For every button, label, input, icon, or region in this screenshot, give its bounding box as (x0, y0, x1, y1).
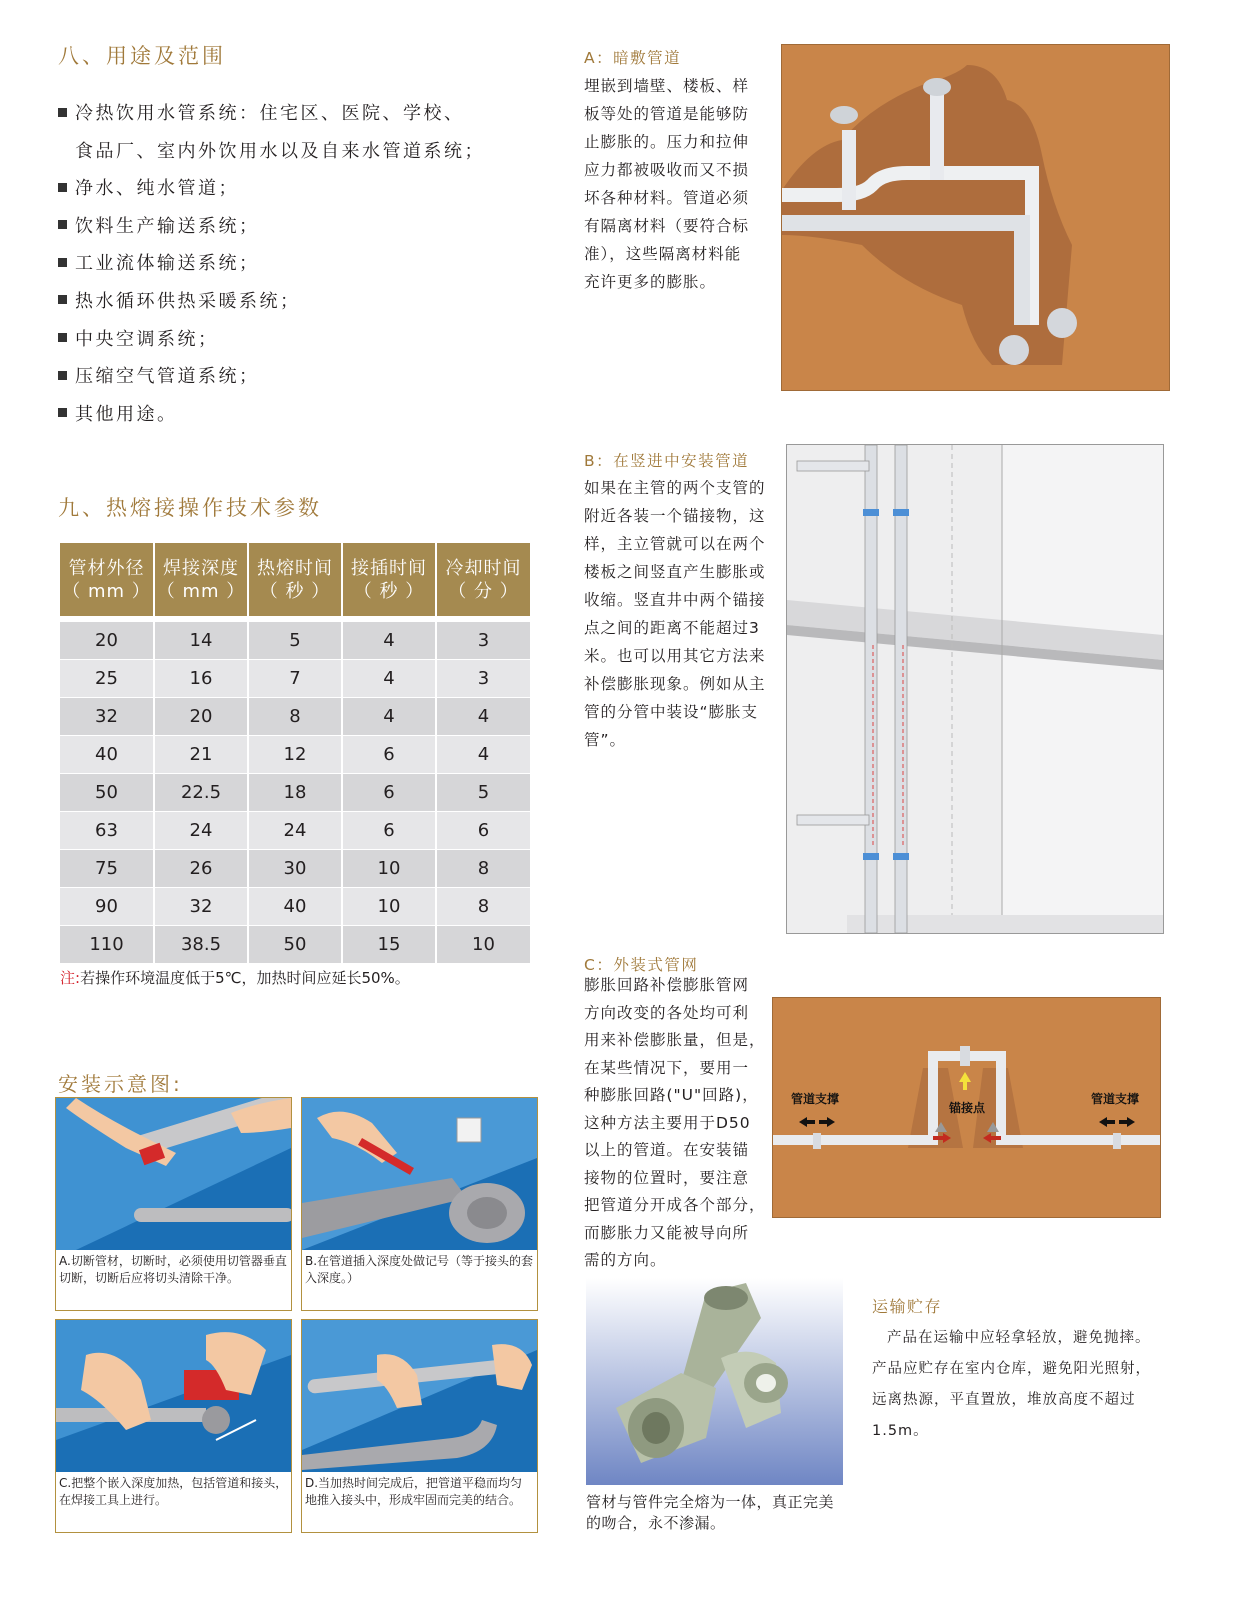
table-row: 40 21 12 6 4 (60, 736, 530, 774)
install-step-b-panel (301, 1097, 538, 1311)
col-header-insert-time: 接插时间 （ 秒 ） (342, 543, 436, 616)
concealed-pipe-illustration (782, 45, 1169, 390)
square-bullet-icon (58, 258, 67, 267)
storage-description: 产品在运输中应轻拿轻放，避免抛摔。 产品应贮存在室内仓库，避免阳光照射， 远离热源，平直置放，堆放高度不超过 1.5m。 (872, 1330, 1151, 1439)
pipe-support-label-right: 管道支撑 (1091, 1092, 1140, 1106)
usage-item: 压缩空气管道系统； (58, 358, 578, 396)
col-header-diameter: 管材外径 （ mm ） (60, 543, 154, 616)
table-row: 50 22.5 18 6 5 (60, 774, 530, 812)
table-row: 75 26 30 10 8 (60, 850, 530, 888)
install-step-a-panel (55, 1097, 292, 1311)
step-c-caption: C.把整个嵌入深度加热，包括管道和接头，在焊接工具上进行。 (59, 1476, 288, 1507)
step-d-caption: D.当加热时间完成后，把管道平稳而均匀地推入接头中，形成牢固而完美的结合。 (305, 1476, 523, 1507)
params-table (60, 543, 530, 964)
section-a-title: A：暗敷管道 (584, 49, 682, 67)
usage-section-title: 八、用途及范围 (58, 44, 226, 68)
storage-title: 运输贮存 (872, 1297, 943, 1316)
marking-pipe-illustration (302, 1098, 537, 1250)
product-caption: 管材与管件完全熔为一体，真正完美 的吻合，永不渗漏。 (586, 1493, 835, 1532)
square-bullet-icon (58, 220, 67, 229)
step-b-caption: B.在管道插入深度处做记号（等于接头的套入深度。） (305, 1254, 534, 1285)
square-bullet-icon (58, 295, 67, 304)
usage-item: 热水循环供热采暖系统； (58, 283, 578, 321)
anchor-point-label: 锚接点 (949, 1101, 986, 1115)
table-note: 注:若操作环境温度低于5℃，加热时间应延长50%。 (60, 969, 410, 987)
joining-pipe-illustration (302, 1320, 537, 1472)
vertical-shaft-illustration (787, 445, 1163, 933)
pipe-support-label-left: 管道支撑 (791, 1092, 840, 1106)
table-row: 63 24 24 6 6 (60, 812, 530, 850)
usage-list (58, 95, 578, 433)
section-c-title: C：外装式管网 (584, 956, 699, 974)
cutting-pipe-illustration (56, 1098, 291, 1250)
section-c-description: 膨胀回路补偿膨胀管网 方向改变的各处均可利 用来补偿膨胀量，但是， 在某些情况下，要用一 种膨胀回路("U"回路)， 这种方法主要用于D50 以上的管道。在安装锚 接物的位置时，要注意 把管道分开成各个部分， 而膨胀力又能被导向所 需的方向。 (584, 976, 766, 1269)
step-a-caption: A.切断管材，切断时，必须使用切管器垂直切断，切断后应将切头清除干净。 (59, 1254, 287, 1285)
usage-item: 中央空调系统； (58, 321, 578, 359)
install-step-d-panel (301, 1319, 538, 1533)
table-row: 32 20 8 4 4 (60, 698, 530, 736)
section-b-title: B：在竖进中安装管道 (584, 452, 750, 470)
usage-item: 饮料生产输送系统； (58, 208, 578, 246)
expansion-loop-figure (772, 997, 1161, 1218)
concealed-pipe-figure (781, 44, 1170, 391)
usage-item: 冷热饮用水管系统：住宅区、医院、学校、 (58, 95, 578, 133)
table-row: 25 16 7 4 3 (60, 660, 530, 698)
section-a-description: 埋嵌到墙壁、楼板、样 板等处的管道是能够防 止膨胀的。压力和拉伸 应力都被吸收而又不损 坏各种材料。管道必须 有隔离材料（要符合标 准），这些隔离材料能 充许更多的膨胀。 (584, 77, 750, 291)
params-section-title: 九、热熔接操作技术参数 (58, 496, 322, 520)
table-row: 20 14 5 4 3 (60, 622, 530, 660)
usage-item: 净水、纯水管道； (58, 170, 578, 208)
section-b-description: 如果在主管的两个支管的 附近各装一个锚接物，这 样，主立管就可以在两个 楼板之间竖直产生膨胀或 收缩。竖直井中两个锚接 点之间的距离不能超过3 米。也可以用其它方法来 补偿膨胀现象。例如从主 管的分管中装设“膨胀支 管”。 (584, 479, 766, 749)
heating-pipe-illustration (56, 1320, 291, 1472)
usage-item: 工业流体输送系统； (58, 245, 578, 283)
col-header-cool-time: 冷却时间 （ 分 ） (436, 543, 530, 616)
square-bullet-icon (58, 183, 67, 192)
table-row: 110 38.5 50 15 10 (60, 926, 530, 964)
install-step-c-panel (55, 1319, 292, 1533)
pipe-fitting-photo (586, 1278, 843, 1485)
square-bullet-icon (58, 108, 67, 117)
table-header-row (60, 543, 530, 616)
square-bullet-icon (58, 371, 67, 380)
square-bullet-icon (58, 408, 67, 417)
col-header-depth: 焊接深度 （ mm ） (154, 543, 248, 616)
product-photo-figure (586, 1278, 843, 1485)
table-row: 90 32 40 10 8 (60, 888, 530, 926)
usage-item: 其他用途。 (58, 396, 578, 434)
install-section-title: 安装示意图: (58, 1072, 183, 1096)
square-bullet-icon (58, 333, 67, 342)
vertical-shaft-figure (786, 444, 1164, 934)
col-header-heat-time: 热熔时间 （ 秒 ） (248, 543, 342, 616)
usage-item-continuation: 食品厂、室内外饮用水以及自来水管道系统； (75, 140, 485, 162)
